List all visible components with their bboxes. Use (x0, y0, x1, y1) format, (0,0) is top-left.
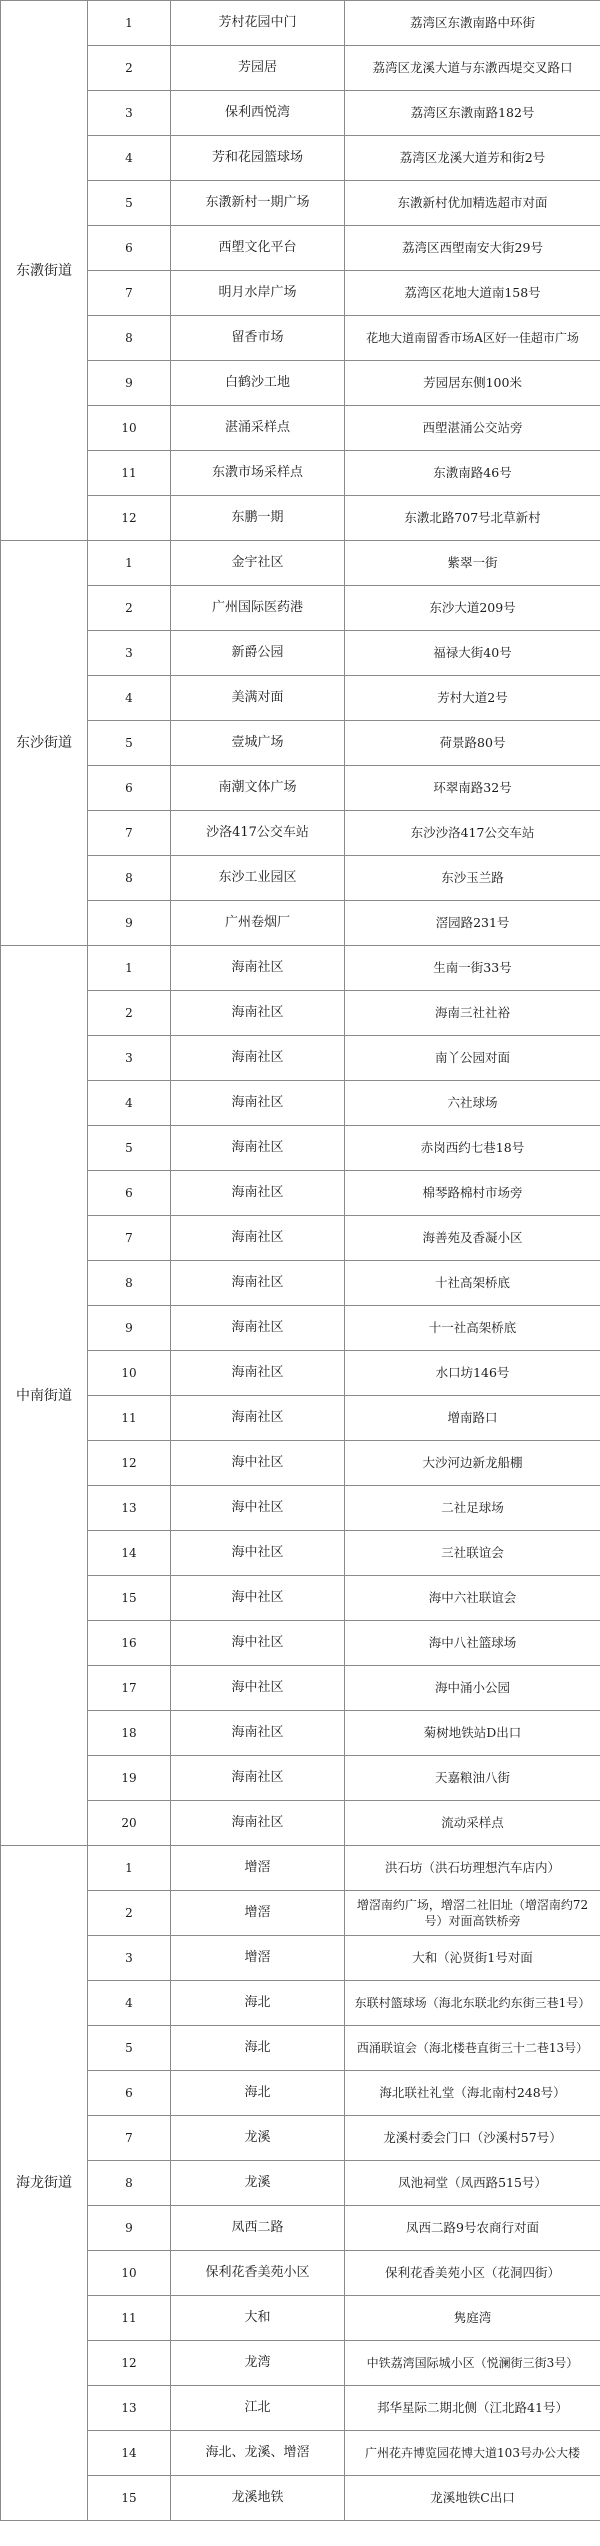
address-cell: 广州花卉博览园花博大道103号办公大楼 (345, 2431, 600, 2476)
site-name-cell: 白鹤沙工地 (171, 361, 345, 406)
table-row (1, 1396, 600, 1441)
street-name-cell: 东沙街道 (1, 541, 88, 946)
table-row (1, 901, 600, 946)
site-name-cell: 广州国际医药港 (171, 586, 345, 631)
row-number-cell: 17 (88, 1666, 171, 1711)
site-name-cell: 东漖新村一期广场 (171, 181, 345, 226)
site-name-cell: 增滘 (171, 1891, 345, 1936)
row-number-cell: 5 (88, 1126, 171, 1171)
row-number-cell: 6 (88, 2071, 171, 2116)
site-name-cell: 海中社区 (171, 1441, 345, 1486)
table-row (1, 1801, 600, 1846)
site-name-cell: 明月水岸广场 (171, 271, 345, 316)
table-row (1, 1, 600, 46)
address-cell: 福禄大街40号 (345, 631, 600, 676)
row-number-cell: 4 (88, 1081, 171, 1126)
row-number-cell: 6 (88, 766, 171, 811)
table-row (1, 91, 600, 136)
address-cell: 六社球场 (345, 1081, 600, 1126)
site-name-cell: 海南社区 (171, 1171, 345, 1216)
row-number-cell: 11 (88, 451, 171, 496)
site-name-cell: 芳园居 (171, 46, 345, 91)
table-row (1, 856, 600, 901)
address-cell: 荔湾区西塱南安大街29号 (345, 226, 600, 271)
site-name-cell: 增滘 (171, 1936, 345, 1981)
site-name-cell: 海南社区 (171, 1261, 345, 1306)
table-row (1, 1531, 600, 1576)
table-row (1, 1126, 600, 1171)
row-number-cell: 9 (88, 2206, 171, 2251)
table-row (1, 1441, 600, 1486)
row-number-cell: 9 (88, 361, 171, 406)
row-number-cell: 7 (88, 811, 171, 856)
address-cell: 海南三社社裕 (345, 991, 600, 1036)
site-name-cell: 东沙工业园区 (171, 856, 345, 901)
row-number-cell: 5 (88, 2026, 171, 2071)
table-row (1, 1081, 600, 1126)
table-row (1, 2296, 600, 2341)
address-cell: 东漖北路707号北草新村 (345, 496, 600, 541)
site-name-cell: 海南社区 (171, 1756, 345, 1801)
address-cell: 十社高架桥底 (345, 1261, 600, 1306)
site-name-cell: 湛涌采样点 (171, 406, 345, 451)
address-cell: 环翠南路32号 (345, 766, 600, 811)
row-number-cell: 2 (88, 586, 171, 631)
site-name-cell: 壹城广场 (171, 721, 345, 766)
site-name-cell: 沙洛417公交车站 (171, 811, 345, 856)
row-number-cell: 11 (88, 2296, 171, 2341)
row-number-cell: 11 (88, 1396, 171, 1441)
address-cell: 海北联社礼堂（海北南村248号） (345, 2071, 600, 2116)
row-number-cell: 9 (88, 901, 171, 946)
table-row (1, 1036, 600, 1081)
table-row (1, 1666, 600, 1711)
address-cell: 生南一街33号 (345, 946, 600, 991)
site-name-cell: 海南社区 (171, 1711, 345, 1756)
address-cell: 三社联谊会 (345, 1531, 600, 1576)
address-cell: 芳园居东侧100米 (345, 361, 600, 406)
site-name-cell: 江北 (171, 2386, 345, 2431)
table-row (1, 2431, 600, 2476)
site-name-cell: 芳村花园中门 (171, 1, 345, 46)
row-number-cell: 3 (88, 631, 171, 676)
table-row (1, 271, 600, 316)
row-number-cell: 14 (88, 2431, 171, 2476)
table-row (1, 631, 600, 676)
row-number-cell: 12 (88, 1441, 171, 1486)
site-name-cell: 海南社区 (171, 1801, 345, 1846)
table-row (1, 811, 600, 856)
table-row (1, 721, 600, 766)
address-cell: 荔湾区东漖南路中环街 (345, 1, 600, 46)
row-number-cell: 19 (88, 1756, 171, 1801)
site-name-cell: 海南社区 (171, 1081, 345, 1126)
street-name-cell: 中南街道 (1, 946, 88, 1846)
row-number-cell: 5 (88, 721, 171, 766)
table-row (1, 2116, 600, 2161)
row-number-cell: 8 (88, 316, 171, 361)
row-number-cell: 13 (88, 2386, 171, 2431)
address-cell: 海中六社联谊会 (345, 1576, 600, 1621)
table-row (1, 946, 600, 991)
address-cell: 龙溪地铁C出口 (345, 2476, 600, 2521)
table-row (1, 2071, 600, 2116)
site-name-cell: 龙溪 (171, 2161, 345, 2206)
address-cell: 荔湾区龙溪大道芳和街2号 (345, 136, 600, 181)
table-row (1, 1891, 600, 1936)
address-cell: 芳村大道2号 (345, 676, 600, 721)
table-row (1, 2341, 600, 2386)
address-cell: 保利花香美苑小区（花洞四街） (345, 2251, 600, 2296)
address-cell: 棉琴路棉村市场旁 (345, 1171, 600, 1216)
address-cell: 增南路口 (345, 1396, 600, 1441)
address-cell: 大和（沁贤街1号对面 (345, 1936, 600, 1981)
address-cell: 荔湾区龙溪大道与东漖西堤交叉路口 (345, 46, 600, 91)
site-name-cell: 海中社区 (171, 1486, 345, 1531)
address-cell: 西塱湛涌公交站旁 (345, 406, 600, 451)
table-row (1, 2161, 600, 2206)
row-number-cell: 2 (88, 46, 171, 91)
row-number-cell: 1 (88, 1, 171, 46)
site-name-cell: 海北、龙溪、增滘 (171, 2431, 345, 2476)
address-cell: 流动采样点 (345, 1801, 600, 1846)
site-name-cell: 龙湾 (171, 2341, 345, 2386)
site-name-cell: 美满对面 (171, 676, 345, 721)
row-number-cell: 4 (88, 1981, 171, 2026)
site-name-cell: 保利花香美苑小区 (171, 2251, 345, 2296)
site-name-cell: 海中社区 (171, 1576, 345, 1621)
address-cell: 海中涌小公园 (345, 1666, 600, 1711)
row-number-cell: 10 (88, 1351, 171, 1396)
address-cell: 荷景路80号 (345, 721, 600, 766)
site-name-cell: 海南社区 (171, 1216, 345, 1261)
table-row (1, 1351, 600, 1396)
street-name-cell: 海龙街道 (1, 1846, 88, 2521)
address-cell: 东联村篮球场（海北东联北约东街三巷1号） (345, 1981, 600, 2026)
row-number-cell: 1 (88, 946, 171, 991)
site-name-cell: 海南社区 (171, 1306, 345, 1351)
site-name-cell: 东鹏一期 (171, 496, 345, 541)
row-number-cell: 15 (88, 1576, 171, 1621)
row-number-cell: 4 (88, 676, 171, 721)
address-cell: 二社足球场 (345, 1486, 600, 1531)
table-row (1, 496, 600, 541)
address-cell: 凤西二路9号农商行对面 (345, 2206, 600, 2251)
address-cell: 西涌联谊会（海北楼巷直街三十二巷13号） (345, 2026, 600, 2071)
site-name-cell: 广州卷烟厂 (171, 901, 345, 946)
table-row (1, 766, 600, 811)
address-cell: 天嘉粮油八街 (345, 1756, 600, 1801)
site-name-cell: 龙溪地铁 (171, 2476, 345, 2521)
site-name-cell: 新爵公园 (171, 631, 345, 676)
site-name-cell: 海北 (171, 2071, 345, 2116)
site-name-cell: 增滘 (171, 1846, 345, 1891)
row-number-cell: 16 (88, 1621, 171, 1666)
address-cell: 东漖新村优加精选超市对面 (345, 181, 600, 226)
address-cell: 十一社高架桥底 (345, 1306, 600, 1351)
table-row (1, 181, 600, 226)
row-number-cell: 10 (88, 406, 171, 451)
address-cell: 中铁荔湾国际城小区（悦澜街三街3号） (345, 2341, 600, 2386)
row-number-cell: 20 (88, 1801, 171, 1846)
site-name-cell: 凤西二路 (171, 2206, 345, 2251)
row-number-cell: 8 (88, 856, 171, 901)
site-name-cell: 海南社区 (171, 946, 345, 991)
row-number-cell: 5 (88, 181, 171, 226)
address-cell: 水口坊146号 (345, 1351, 600, 1396)
table-row (1, 316, 600, 361)
site-name-cell: 西塱文化平台 (171, 226, 345, 271)
site-name-cell: 海南社区 (171, 1036, 345, 1081)
address-cell: 东沙沙洛417公交车站 (345, 811, 600, 856)
address-cell: 东沙大道209号 (345, 586, 600, 631)
table-row (1, 226, 600, 271)
table-row (1, 586, 600, 631)
address-cell: 南丫公园对面 (345, 1036, 600, 1081)
address-cell: 赤岗西约七巷18号 (345, 1126, 600, 1171)
table-row (1, 1846, 600, 1891)
table-row (1, 46, 600, 91)
row-number-cell: 3 (88, 91, 171, 136)
site-name-cell: 东漖市场采样点 (171, 451, 345, 496)
row-number-cell: 13 (88, 1486, 171, 1531)
row-number-cell: 2 (88, 991, 171, 1036)
row-number-cell: 14 (88, 1531, 171, 1576)
row-number-cell: 12 (88, 2341, 171, 2386)
address-cell: 东漖南路46号 (345, 451, 600, 496)
address-cell: 菊树地铁站D出口 (345, 1711, 600, 1756)
table-row (1, 1306, 600, 1351)
address-cell: 凤池祠堂（凤西路515号） (345, 2161, 600, 2206)
table-row (1, 2026, 600, 2071)
table-row (1, 451, 600, 496)
address-cell: 大沙河边新龙船棚 (345, 1441, 600, 1486)
site-name-cell: 海北 (171, 1981, 345, 2026)
table-row (1, 2206, 600, 2251)
address-cell: 隽庭湾 (345, 2296, 600, 2341)
row-number-cell: 1 (88, 541, 171, 586)
row-number-cell: 10 (88, 2251, 171, 2296)
address-cell: 东沙玉兰路 (345, 856, 600, 901)
site-name-cell: 海中社区 (171, 1621, 345, 1666)
row-number-cell: 2 (88, 1891, 171, 1936)
table-row (1, 1756, 600, 1801)
site-name-cell: 金宇社区 (171, 541, 345, 586)
site-name-cell: 芳和花园篮球场 (171, 136, 345, 181)
row-number-cell: 3 (88, 1036, 171, 1081)
address-cell: 紫翠一街 (345, 541, 600, 586)
table-row (1, 1486, 600, 1531)
site-name-cell: 海南社区 (171, 1351, 345, 1396)
street-name-cell: 东漖街道 (1, 1, 88, 541)
table-row (1, 361, 600, 406)
row-number-cell: 15 (88, 2476, 171, 2521)
table-row (1, 541, 600, 586)
row-number-cell: 4 (88, 136, 171, 181)
row-number-cell: 7 (88, 271, 171, 316)
row-number-cell: 18 (88, 1711, 171, 1756)
table-row (1, 1171, 600, 1216)
address-cell: 海善苑及香凝小区 (345, 1216, 600, 1261)
address-cell: 荔湾区花地大道南158号 (345, 271, 600, 316)
row-number-cell: 8 (88, 1261, 171, 1306)
address-cell: 邦华星际二期北侧（江北路41号） (345, 2386, 600, 2431)
table-row (1, 1711, 600, 1756)
table-row (1, 1576, 600, 1621)
address-cell: 荔湾区东漖南路182号 (345, 91, 600, 136)
table-row (1, 991, 600, 1036)
table-row (1, 2476, 600, 2521)
row-number-cell: 7 (88, 1216, 171, 1261)
table-row (1, 136, 600, 181)
table-body (1, 1, 600, 2521)
table-row (1, 1216, 600, 1261)
table-row (1, 1936, 600, 1981)
table-row (1, 676, 600, 721)
row-number-cell: 9 (88, 1306, 171, 1351)
site-name-cell: 龙溪 (171, 2116, 345, 2161)
address-cell: 龙溪村委会门口（沙溪村57号） (345, 2116, 600, 2161)
address-cell: 滘园路231号 (345, 901, 600, 946)
site-name-cell: 海南社区 (171, 1126, 345, 1171)
table-row (1, 1621, 600, 1666)
address-cell: 花地大道南留香市场A区好一佳超市广场 (345, 316, 600, 361)
table-row (1, 2251, 600, 2296)
row-number-cell: 12 (88, 496, 171, 541)
site-name-cell: 海中社区 (171, 1531, 345, 1576)
site-name-cell: 保利西悦湾 (171, 91, 345, 136)
site-name-cell: 海北 (171, 2026, 345, 2071)
site-name-cell: 南潮文体广场 (171, 766, 345, 811)
table-row (1, 1261, 600, 1306)
site-name-cell: 海中社区 (171, 1666, 345, 1711)
address-cell: 洪石坊（洪石坊理想汽车店内） (345, 1846, 600, 1891)
row-number-cell: 7 (88, 2116, 171, 2161)
row-number-cell: 6 (88, 1171, 171, 1216)
row-number-cell: 6 (88, 226, 171, 271)
row-number-cell: 1 (88, 1846, 171, 1891)
table-row (1, 2386, 600, 2431)
table-row (1, 1981, 600, 2026)
address-cell: 增滘南约广场，增滘二社旧址（增滘南约72号）对面高铁桥旁 (345, 1891, 600, 1936)
table-row (1, 406, 600, 451)
address-cell: 海中八社篮球场 (345, 1621, 600, 1666)
site-name-cell: 大和 (171, 2296, 345, 2341)
site-name-cell: 海南社区 (171, 991, 345, 1036)
row-number-cell: 8 (88, 2161, 171, 2206)
site-name-cell: 留香市场 (171, 316, 345, 361)
row-number-cell: 3 (88, 1936, 171, 1981)
site-name-cell: 海南社区 (171, 1396, 345, 1441)
